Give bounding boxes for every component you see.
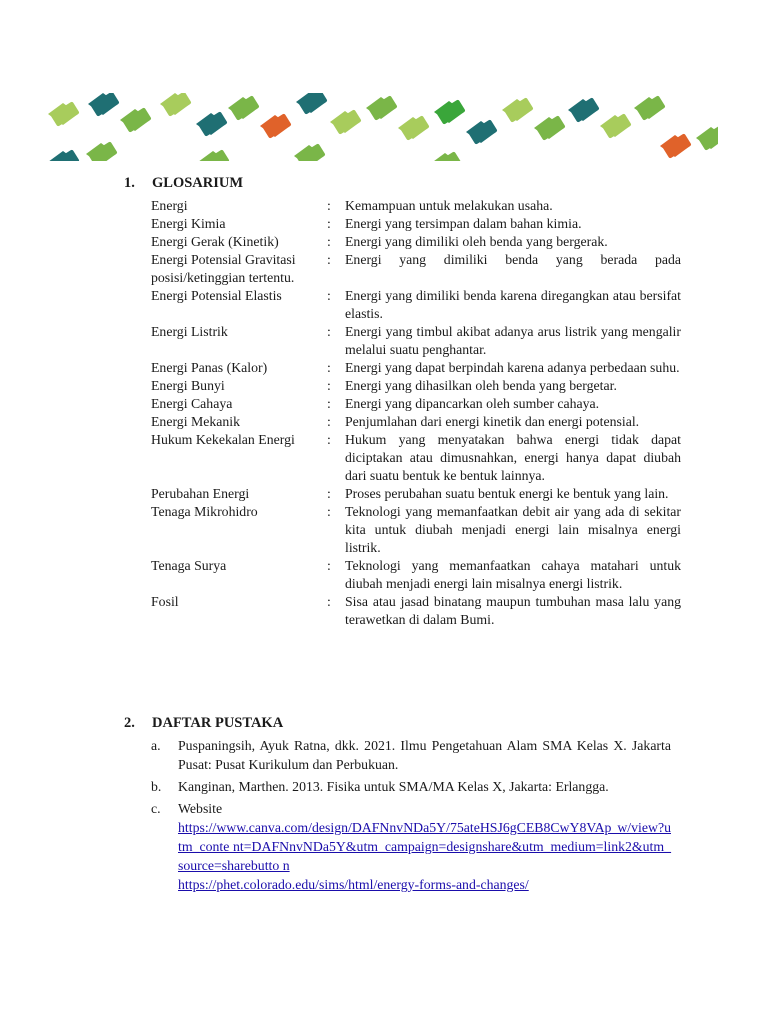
glossary-definition: Teknologi yang memanfaatkan cahaya matahari untuk diubah menjadi energi lain misalnya energi listrik. bbox=[345, 558, 681, 591]
glossary-colon: : bbox=[327, 486, 331, 501]
glossary-colon: : bbox=[327, 234, 331, 249]
glossary-row bbox=[151, 395, 681, 413]
glossary-colon: : bbox=[327, 216, 331, 231]
reference-text: Kanginan, Marthen. 2013. Fisika untuk SMA/MA Kelas X, Jakarta: Erlangga. bbox=[178, 779, 609, 794]
glossary-row bbox=[151, 431, 681, 485]
glossary-definition: Kemampuan untuk melakukan usaha. bbox=[345, 198, 553, 213]
glossary-row bbox=[151, 233, 681, 251]
glossary-definition: Energi yang tersimpan dalam bahan kimia. bbox=[345, 216, 582, 231]
glossary-row bbox=[151, 197, 681, 215]
glossary-colon: : bbox=[327, 360, 331, 375]
glossary-list bbox=[151, 197, 681, 629]
glossary-term: Energi Cahaya bbox=[151, 396, 233, 411]
bibliography-heading bbox=[124, 715, 283, 732]
glossary-definition: Teknologi yang memanfaatkan debit air yang ada di sekitar kita untuk diubah menjadi energi lain misalnya energi listrik. bbox=[345, 504, 681, 555]
glossary-heading bbox=[124, 175, 243, 192]
glossary-colon: : bbox=[327, 504, 331, 519]
glossary-term: Energi Panas (Kalor) bbox=[151, 360, 268, 375]
diamond-pattern bbox=[48, 93, 718, 161]
glossary-colon: : bbox=[327, 432, 331, 447]
glossary-definition: Proses perubahan suatu bentuk energi ke bentuk yang lain. bbox=[345, 486, 669, 501]
glossary-definition: Penjumlahan dari energi kinetik dan energi potensial. bbox=[345, 414, 640, 429]
glossary-definition: Energi yang timbul akibat adanya arus listrik yang mengalir melalui suatu penghantar. bbox=[345, 324, 681, 357]
glossary-colon: : bbox=[327, 324, 331, 339]
reference-item bbox=[151, 777, 671, 796]
glossary-term: Hukum Kekekalan Energi bbox=[151, 432, 295, 447]
reference-item bbox=[151, 736, 671, 774]
glossary-term: Energi Bunyi bbox=[151, 378, 225, 393]
bibliography-list bbox=[151, 736, 671, 897]
glossary-row bbox=[151, 251, 681, 287]
glossary-row bbox=[151, 557, 681, 593]
glossary-term: Energi Kimia bbox=[151, 216, 226, 231]
reference-marker: b. bbox=[151, 779, 162, 794]
glossary-row bbox=[151, 287, 681, 323]
reference-item bbox=[151, 799, 671, 894]
glossary-colon: : bbox=[327, 558, 331, 573]
bibliography-title: DAFTAR PUSTAKA bbox=[152, 715, 284, 731]
glossary-row bbox=[151, 377, 681, 395]
glossary-term: Energi Potensial Elastis bbox=[151, 288, 282, 303]
banner-tile bbox=[698, 125, 718, 151]
glossary-row bbox=[151, 215, 681, 233]
glossary-colon: : bbox=[327, 378, 331, 393]
glossary-definition: Hukum yang menyatakan bahwa energi tidak dapat diciptakan atau dimusnahkan, energi hanya dapat diubah dari suatu bentuk ke bentuk lainnya. bbox=[345, 432, 681, 483]
glossary-colon: : bbox=[327, 396, 331, 411]
glossary-term: Tenaga Surya bbox=[151, 558, 227, 573]
reference-text: Puspaningsih, Ayuk Ratna, dkk. 2021. Ilmu Pengetahuan Alam SMA Kelas X. Jakarta Pusat: Pusat Kurikulum dan Perbukuan. bbox=[178, 738, 671, 772]
reference-marker: a. bbox=[151, 738, 161, 753]
glossary-colon: : bbox=[327, 252, 331, 267]
glossary-term: Energi bbox=[151, 198, 188, 213]
decorative-banner bbox=[48, 93, 718, 161]
glossary-definition: Energi yang dipancarkan oleh sumber cahaya. bbox=[345, 396, 600, 411]
glossary-definition: Sisa atau jasad binatang maupun tumbuhan masa lalu yang terawetkan di dalam Bumi. bbox=[345, 594, 681, 627]
canva-link[interactable]: https://www.canva.com/design/DAFNnvNDa5Y/75ateHSJ6gCEB8CwY8VAp w/view?utm_conte nt=DAFNnvNDa5Y&utm_campaign=designshare&utm_medium=link2&utm_ source=sharebutto n bbox=[178, 820, 671, 873]
glossary-row bbox=[151, 593, 681, 629]
glossary-row bbox=[151, 413, 681, 431]
glossary-term: Energi Listrik bbox=[151, 324, 228, 339]
glossary-definition: Energi yang dimiliki benda karena diregangkan atau bersifat elastis. bbox=[345, 288, 681, 321]
glossary-definition: Energi yang dihasilkan oleh benda yang bergetar. bbox=[345, 378, 617, 393]
reference-marker: c. bbox=[151, 801, 161, 816]
phet-link[interactable]: https://phet.colorado.edu/sims/html/energy-forms-and-changes/ bbox=[178, 877, 529, 892]
glossary-row bbox=[151, 485, 681, 503]
glossary-row bbox=[151, 503, 681, 557]
glossary-term: Perubahan Energi bbox=[151, 486, 250, 501]
glossary-definition-line: Energi yang dimiliki benda yang berada pada bbox=[345, 252, 681, 267]
glossary-row bbox=[151, 359, 681, 377]
glossary-colon: : bbox=[327, 288, 331, 303]
glossary-definition-line: posisi/ketinggian tertentu. bbox=[151, 270, 295, 285]
glossary-term: Fosil bbox=[151, 594, 179, 609]
glossary-title: GLOSARIUM bbox=[152, 175, 244, 191]
glossary-number: 1. bbox=[124, 175, 135, 191]
glossary-term: Energi Mekanik bbox=[151, 414, 241, 429]
glossary-colon: : bbox=[327, 198, 331, 213]
glossary-definition: Energi yang dimiliki oleh benda yang bergerak. bbox=[345, 234, 608, 249]
glossary-colon: : bbox=[327, 414, 331, 429]
glossary-colon: : bbox=[327, 594, 331, 609]
glossary-term: Energi Potensial Gravitasi bbox=[151, 252, 296, 267]
reference-text: Website bbox=[178, 801, 223, 816]
bibliography-number: 2. bbox=[124, 715, 135, 731]
glossary-definition: Energi yang dapat berpindah karena adanya perbedaan suhu. bbox=[345, 360, 680, 375]
glossary-row bbox=[151, 323, 681, 359]
glossary-term: Tenaga Mikrohidro bbox=[151, 504, 258, 519]
glossary-term: Energi Gerak (Kinetik) bbox=[151, 234, 279, 249]
